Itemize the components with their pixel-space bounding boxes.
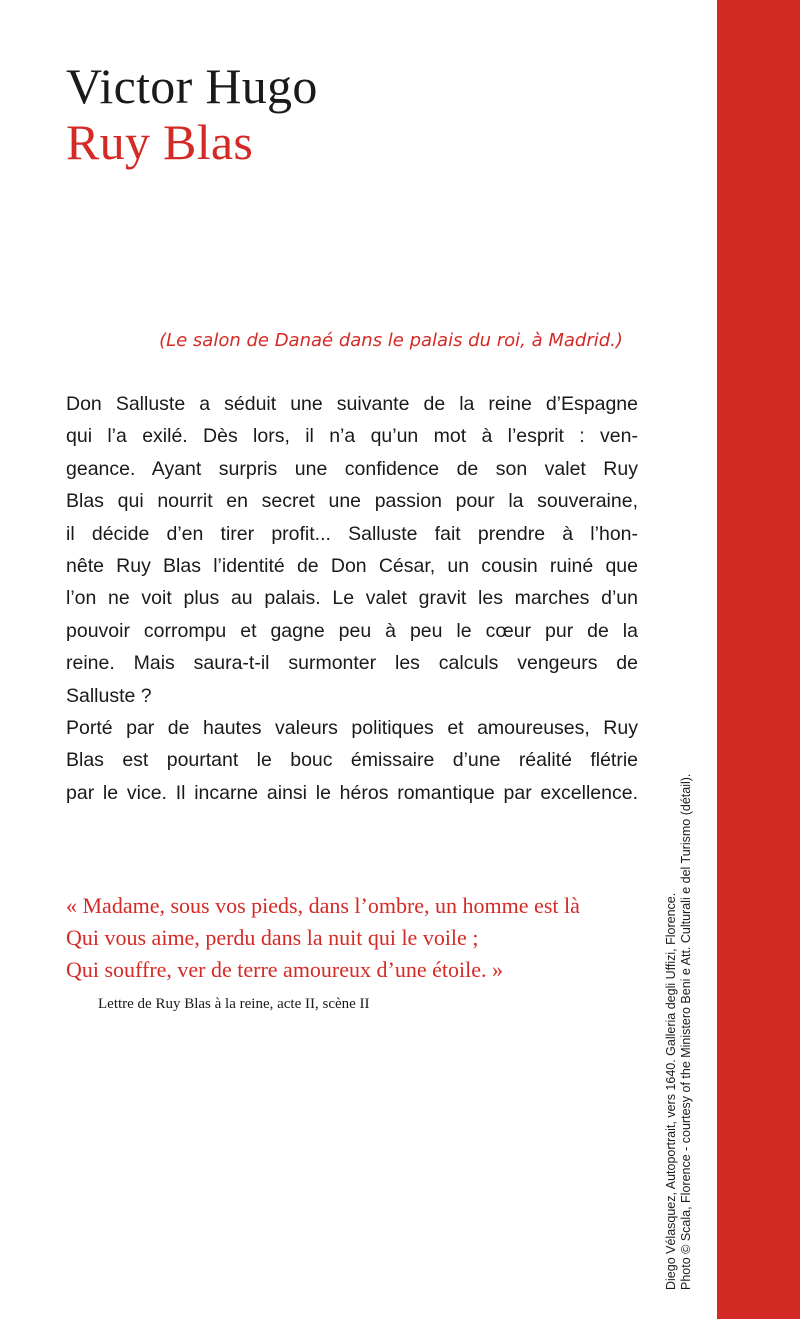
summary-line: par le vice. Il incarne ainsi le héros romantique par excellence. — [66, 781, 638, 804]
quote-attribution: Lettre de Ruy Blas à la reine, acte II, scène II — [98, 996, 370, 1012]
summary-line: Blas qui nourrit en secret une passion pour la souveraine, — [66, 490, 638, 513]
summary-line: il décide d’en tirer profit... Salluste fait prendre à l’hon- — [66, 522, 638, 545]
image-credits — [664, 690, 693, 1290]
credit-line: Diego Vélasquez, Autoportrait, vers 1640. Galleria degli Uffizi, Florence. — [664, 892, 678, 1290]
summary-line: Blas est pourtant le bouc émissaire d’une réalité flétrie — [66, 749, 638, 772]
author-name: Victor Hugo — [66, 58, 318, 114]
quote-line: Qui vous aime, perdu dans la nuit qui le voile ; — [66, 925, 479, 950]
summary-line: nête Ruy Blas l’identité de Don César, un cousin ruiné que — [66, 555, 638, 578]
book-title: Ruy Blas — [66, 114, 254, 170]
summary-line: geance. Ayant surpris une confidence de son valet Ruy — [66, 457, 638, 480]
quote-line: Qui souffre, ver de terre amoureux d’une étoile. » — [66, 957, 503, 982]
red-spine-band — [717, 0, 800, 1319]
summary-text — [66, 388, 638, 809]
credit-line: Photo © Scala, Florence - courtesy of the Ministero Beni e Att. Culturali e del Turismo (détail). — [678, 773, 693, 1290]
setting-line: (Le salon de Danaé dans le palais du roi, à Madrid.) — [159, 330, 623, 351]
quote-line: « Madame, sous vos pieds, dans l’ombre, un homme est là — [66, 893, 580, 918]
summary-line: Don Salluste a séduit une suivante de la reine d’Espagne — [66, 393, 638, 415]
summary-line: l’on ne voit plus au palais. Le valet gravit les marches d’un — [66, 587, 638, 610]
summary-line: Salluste ? — [66, 684, 152, 707]
summary-line: reine. Mais saura-t-il surmonter les calculs vengeurs de — [66, 652, 638, 675]
summary-line: pouvoir corrompu et gagne peu à peu le cœur pur de la — [66, 619, 638, 642]
summary-line: Porté par de hautes valeurs politiques et amoureuses, Ruy — [66, 717, 638, 740]
summary-line: qui l’a exilé. Dès lors, il n’a qu’un mot à l’esprit : ven- — [66, 425, 638, 448]
quote-block — [66, 890, 580, 986]
